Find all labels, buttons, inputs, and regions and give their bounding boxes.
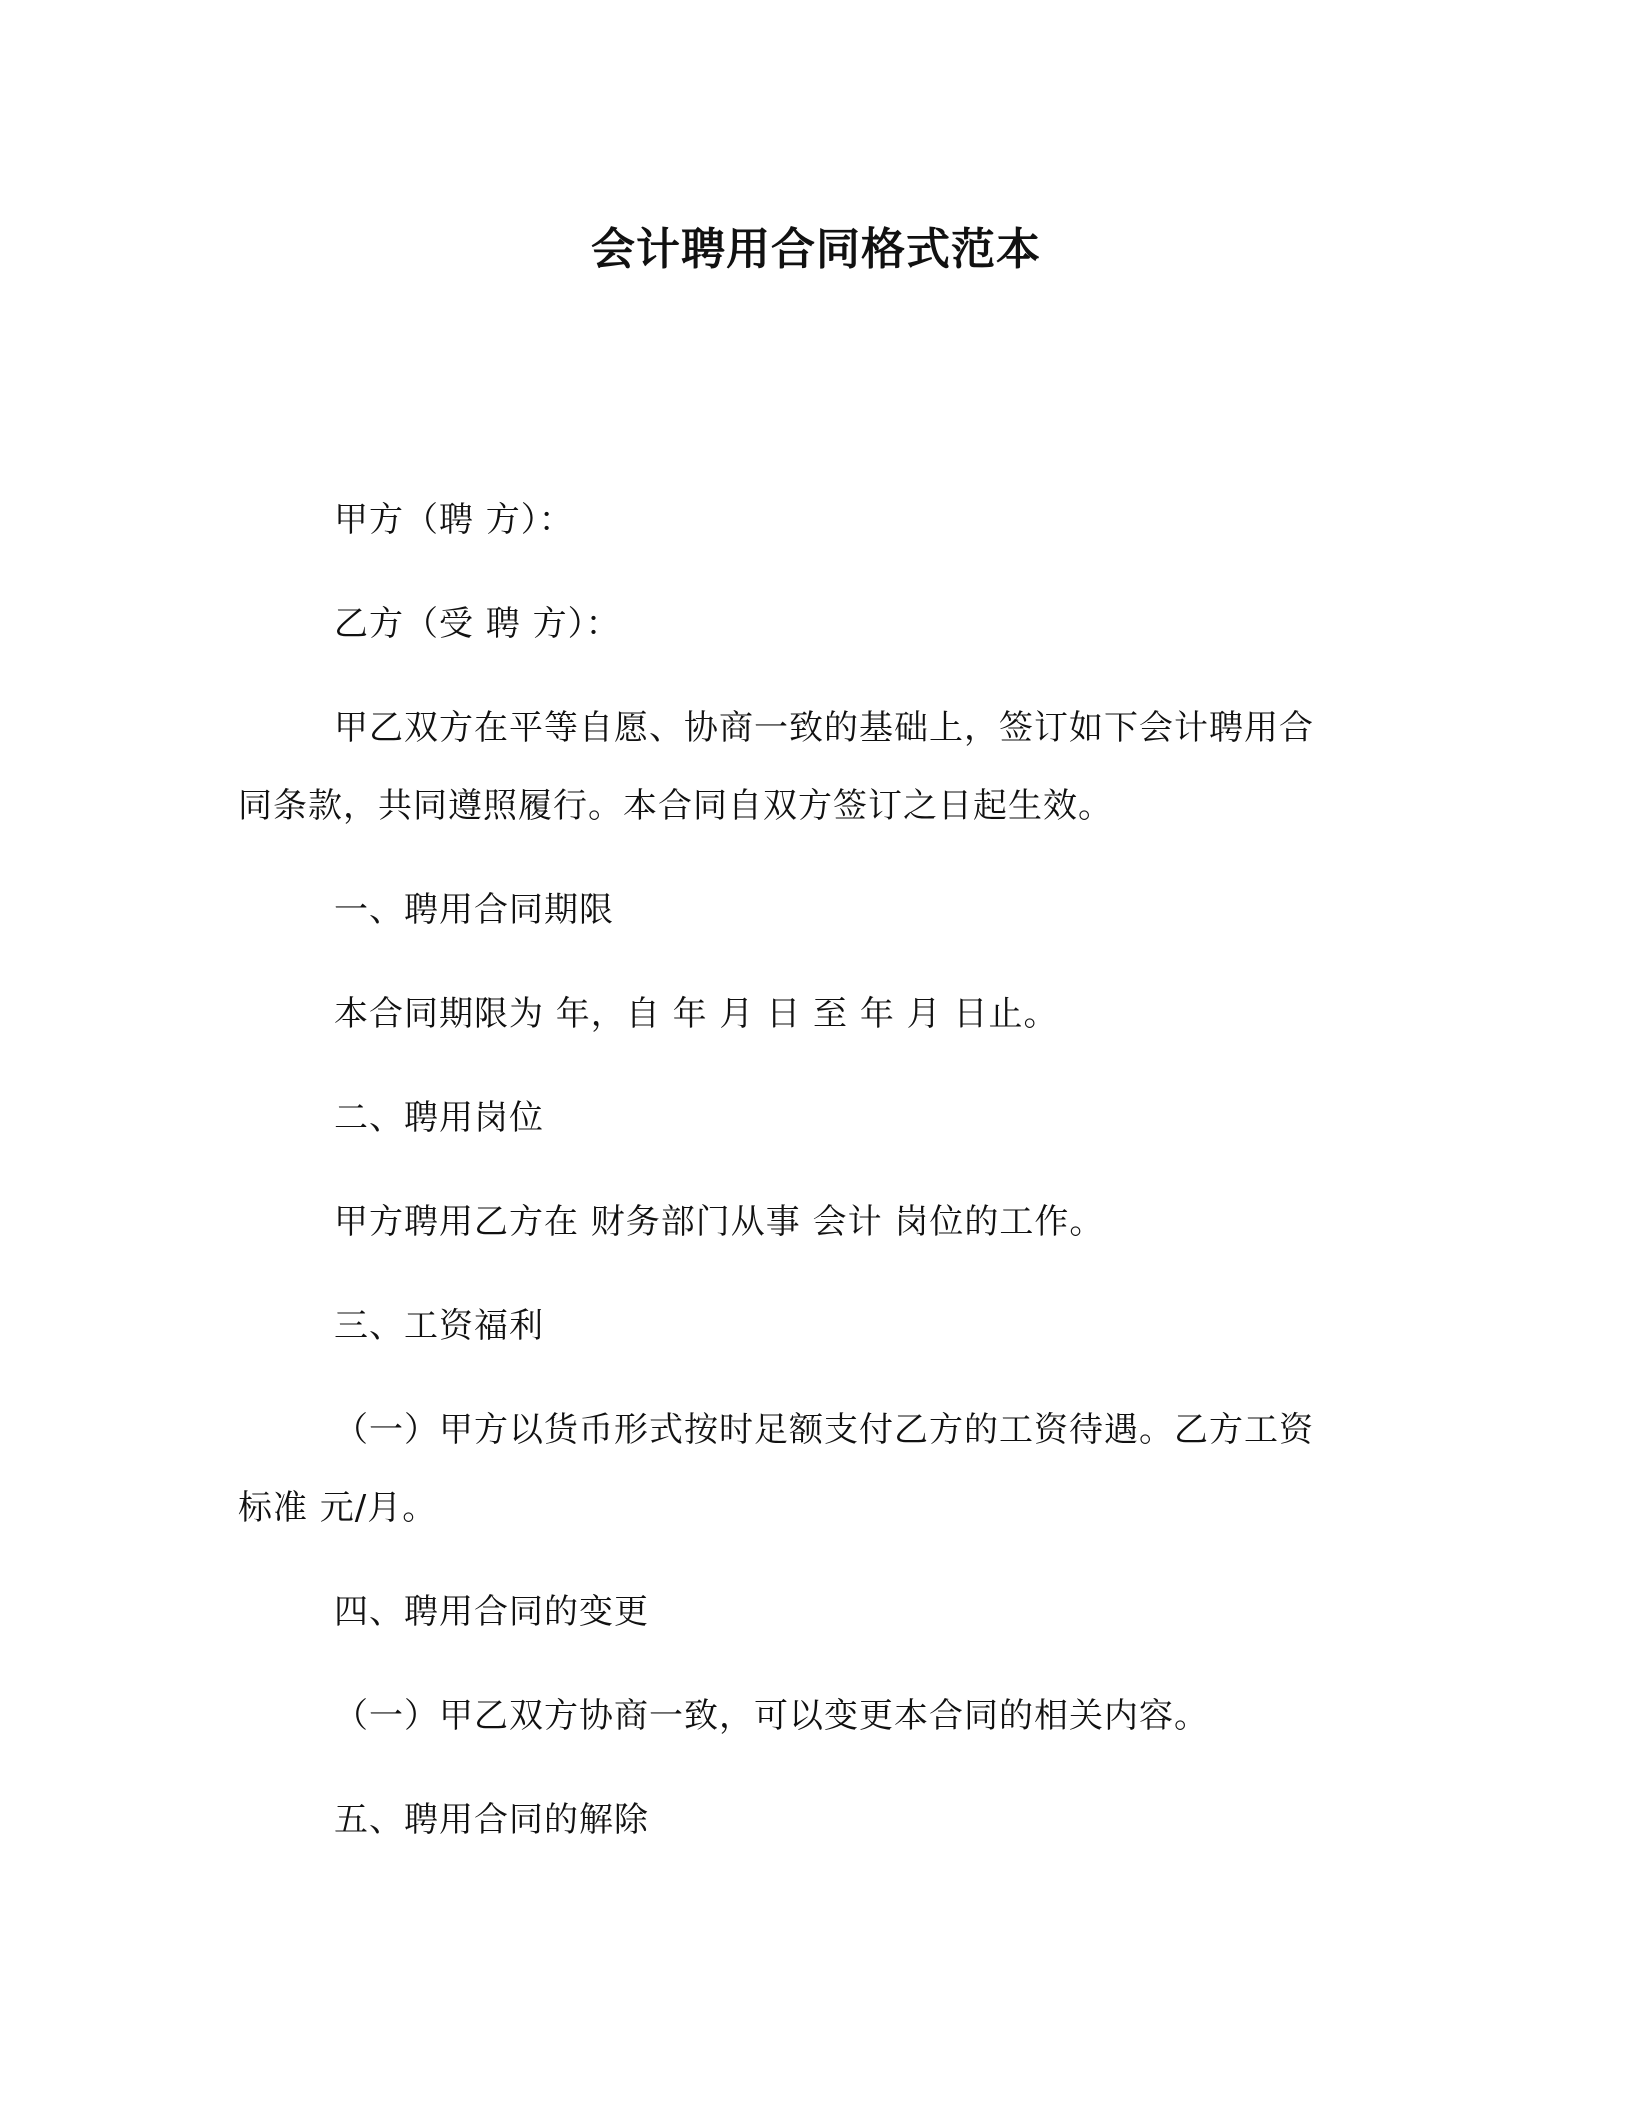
section-4-item-1: （一）甲乙双方协商一致，可以变更本合同的相关内容。 — [334, 1696, 1209, 1736]
section-4-heading: 四、聘用合同的变更 — [334, 1592, 649, 1632]
document-title: 会计聘用合同格式范本 — [591, 224, 1041, 275]
section-3-item-1-line-1: （一）甲方以货币形式按时足额支付乙方的工资待遇。乙方工资 — [334, 1410, 1314, 1450]
section-1-body: 本合同期限为 年，自 年 月 日 至 年 月 日止。 — [334, 994, 1059, 1034]
party-b-line: 乙方（受 聘 方）： — [334, 604, 621, 644]
section-2-body: 甲方聘用乙方在 财务部门从事 会计 岗位的工作。 — [334, 1202, 1105, 1242]
party-a-line: 甲方（聘 方）： — [334, 500, 574, 540]
section-3-heading: 三、工资福利 — [334, 1306, 544, 1346]
section-5-heading: 五、聘用合同的解除 — [334, 1800, 649, 1840]
intro-paragraph-line-2: 同条款，共同遵照履行。本合同自双方签订之日起生效。 — [238, 786, 1113, 826]
section-1-heading: 一、聘用合同期限 — [334, 890, 614, 930]
section-3-item-1-line-2: 标准 元/月。 — [238, 1488, 438, 1528]
section-2-heading: 二、聘用岗位 — [334, 1098, 544, 1138]
intro-paragraph-line-1: 甲乙双方在平等自愿、协商一致的基础上，签订如下会计聘用合 — [334, 708, 1314, 748]
